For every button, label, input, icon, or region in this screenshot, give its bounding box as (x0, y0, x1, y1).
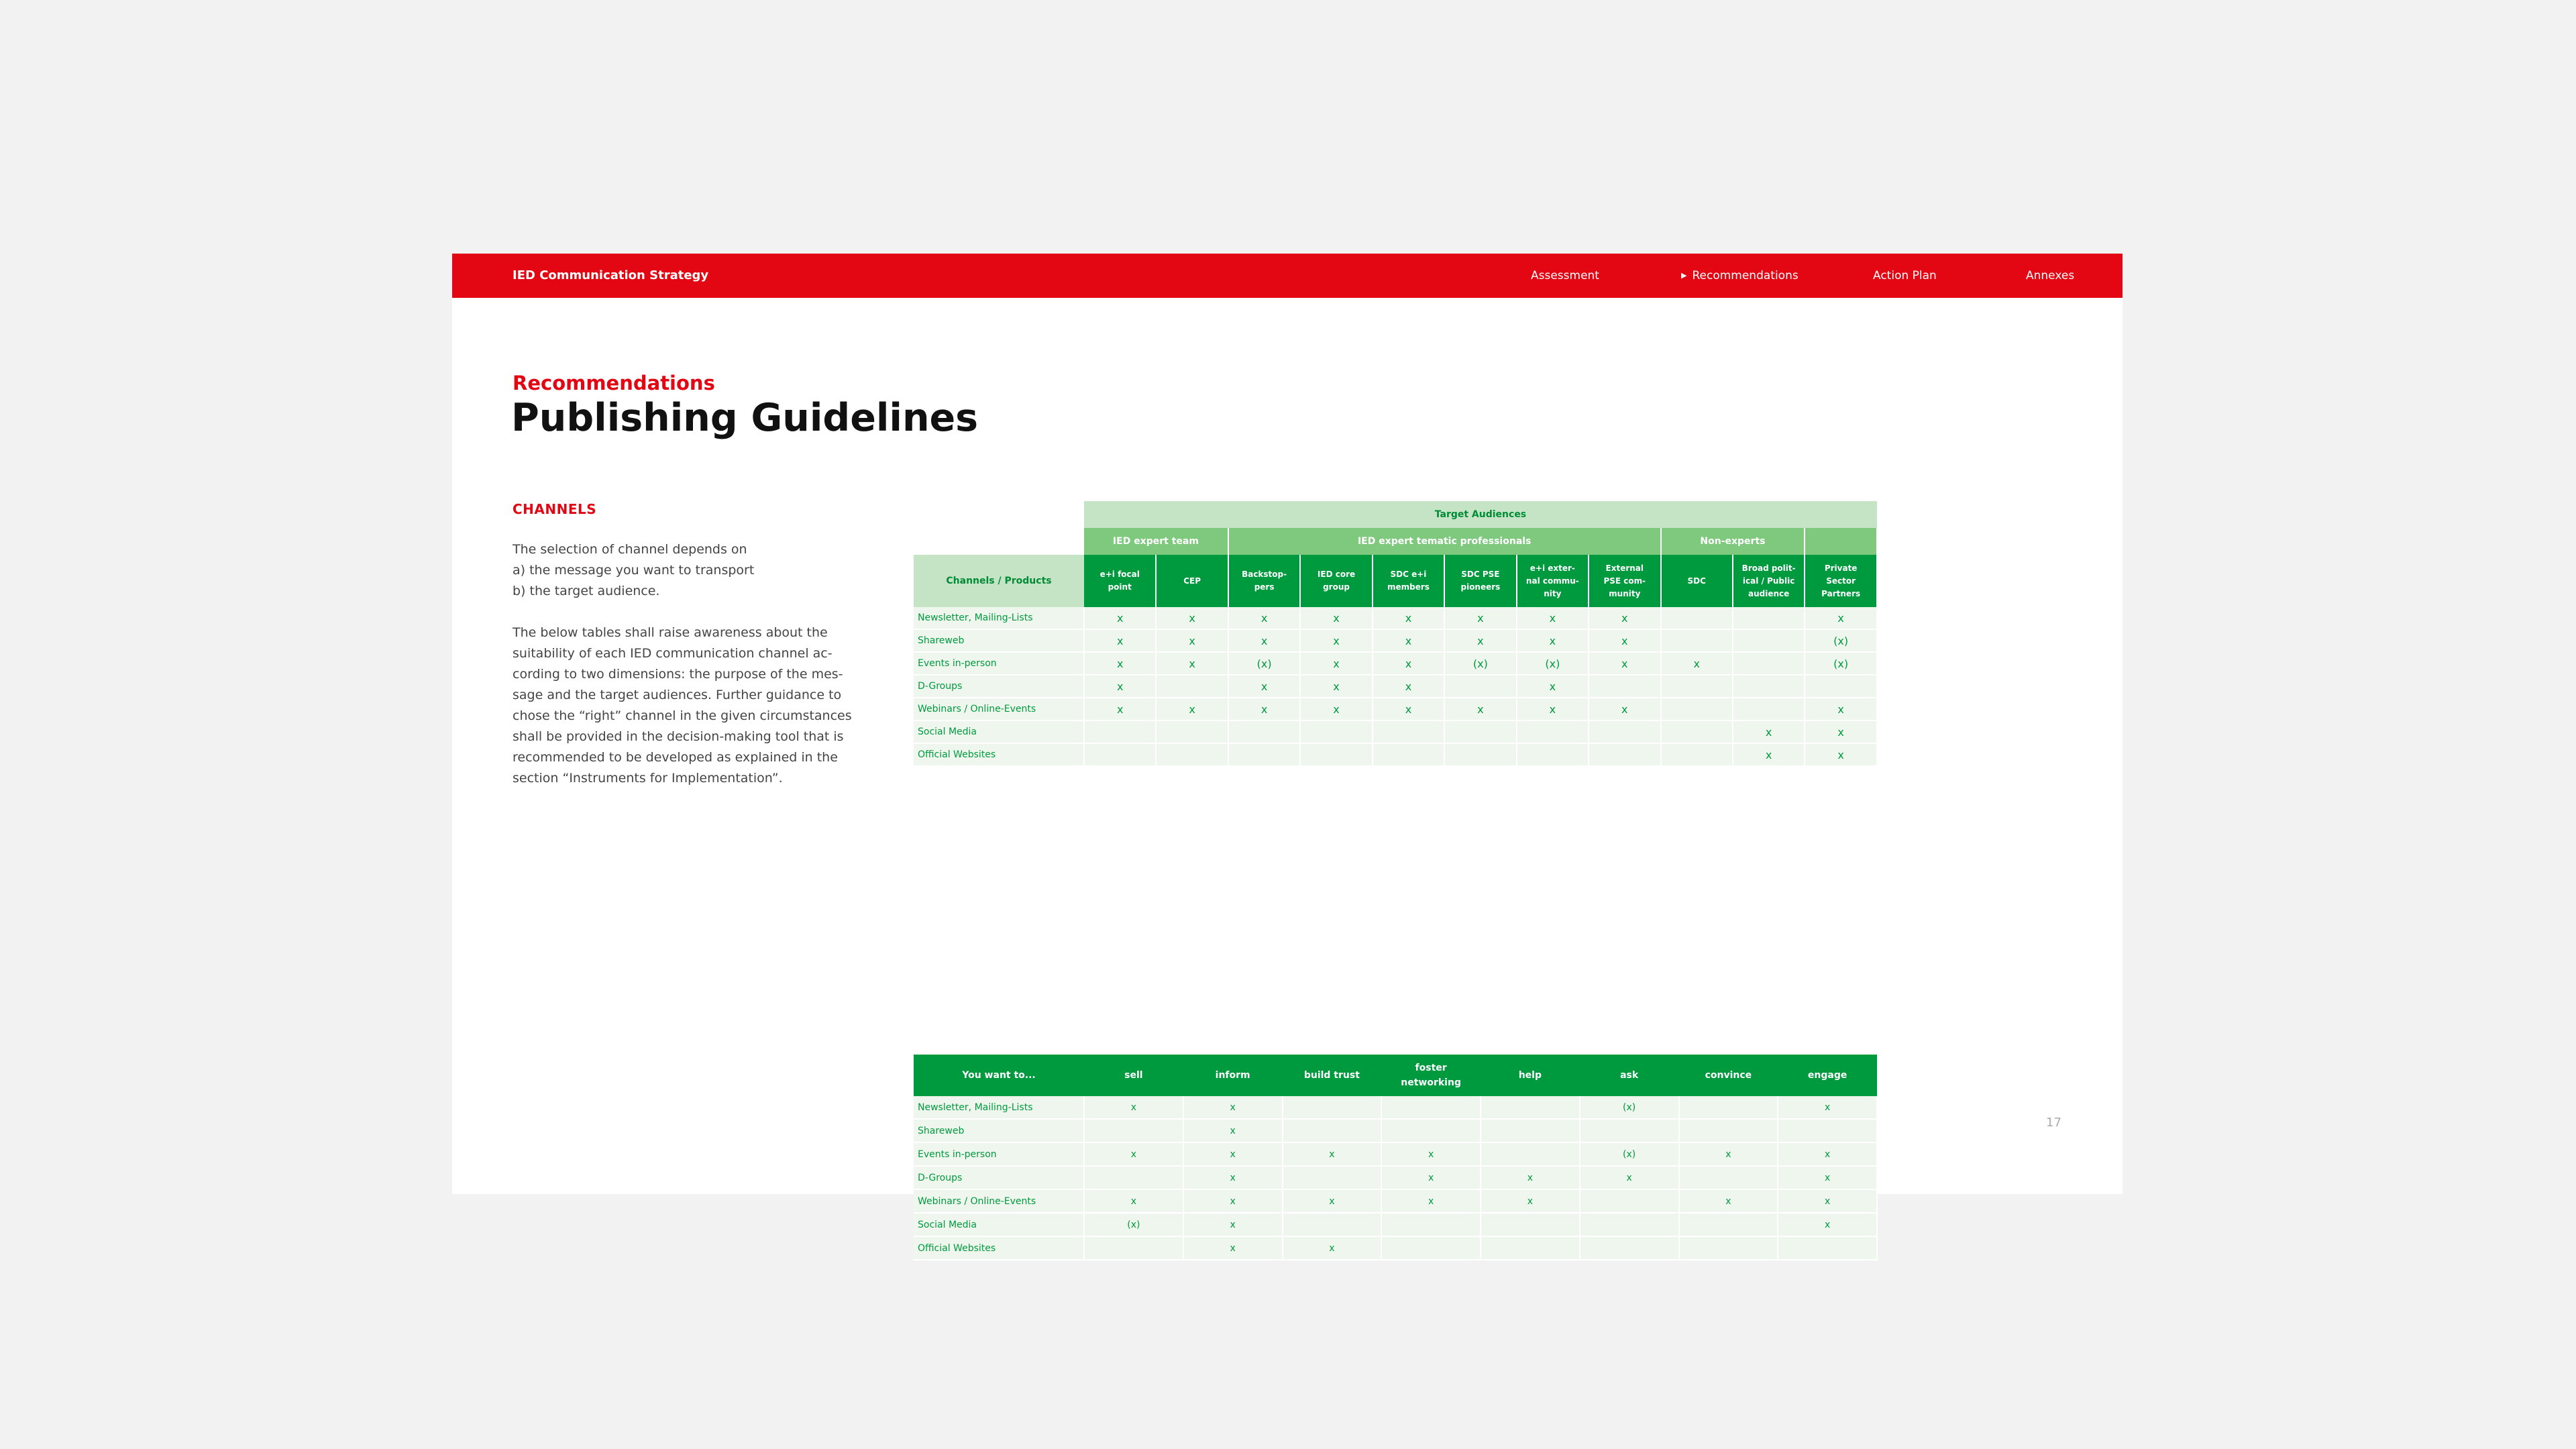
channel-label: Events in-person (914, 652, 1084, 675)
table-cell: (x) (1805, 652, 1877, 675)
table-cell: x (1084, 652, 1156, 675)
table-cell: x (1481, 1166, 1580, 1189)
table-cell (1084, 720, 1156, 743)
audience-column-header: IED core group (1300, 555, 1372, 607)
table-cell: x (1381, 1166, 1481, 1189)
you-want-to-header: You want to... (914, 1055, 1084, 1096)
table-cell (1084, 743, 1156, 766)
table-cell (1084, 1119, 1183, 1142)
table-cell (1661, 675, 1733, 698)
table-cell: x (1084, 1189, 1183, 1213)
table-cell (1300, 743, 1372, 766)
table-cell: x (1778, 1096, 1877, 1119)
table-cell: (x) (1805, 629, 1877, 652)
table-cell (1373, 720, 1444, 743)
empty-corner (914, 528, 1084, 555)
table-cell (1778, 1236, 1877, 1260)
table-cell: x (1373, 629, 1444, 652)
table-row (914, 1166, 1877, 1189)
table-cell: x (1679, 1142, 1778, 1166)
table-cell (1481, 1096, 1580, 1119)
table-cell (1228, 720, 1300, 743)
table-cell (1381, 1096, 1481, 1119)
nav-assessment[interactable] (1531, 254, 1599, 298)
table-cell: x (1084, 607, 1156, 629)
table-cell (1589, 675, 1660, 698)
table-cell: x (1580, 1166, 1679, 1189)
channel-label: Shareweb (914, 629, 1084, 652)
purpose-column-header: foster networking (1381, 1055, 1481, 1096)
audience-column-header: SDC e+i members (1373, 555, 1444, 607)
purpose-column-header: ask (1580, 1055, 1679, 1096)
table-cell: x (1183, 1213, 1283, 1236)
table-cell (1589, 720, 1660, 743)
intro-paragraph: The selection of channel depends on a) the message you want to transport b) the target audience. (513, 542, 755, 598)
table-cell: x (1517, 607, 1589, 629)
table-cell (1805, 675, 1877, 698)
table-cell: x (1805, 720, 1877, 743)
table-cell: x (1228, 607, 1300, 629)
nav-action-plan-label: Action Plan (1873, 269, 1937, 282)
purpose-column-header: help (1481, 1055, 1580, 1096)
table-cell: x (1156, 698, 1228, 720)
table-cell (1084, 1166, 1183, 1189)
table-cell (1300, 720, 1372, 743)
table-row (914, 1142, 1877, 1166)
table-cell: x (1084, 629, 1156, 652)
table-cell (1381, 1236, 1481, 1260)
audience-column-header: SDC PSE pioneers (1444, 555, 1516, 607)
purpose-table (914, 1055, 1878, 1260)
table-cell: (x) (1228, 652, 1300, 675)
table-cell: x (1805, 607, 1877, 629)
table-cell (1381, 1119, 1481, 1142)
channel-label: D-Groups (914, 675, 1084, 698)
table-cell (1381, 1213, 1481, 1236)
channel-label: Newsletter, Mailing-Lists (914, 607, 1084, 629)
table-cell (1283, 1213, 1382, 1236)
document-page (452, 254, 2123, 1254)
table-cell (1481, 1119, 1580, 1142)
table-cell (1517, 743, 1589, 766)
nav-annexes-label: Annexes (2026, 269, 2075, 282)
table-cell: x (1373, 675, 1444, 698)
table-cell: x (1183, 1096, 1283, 1119)
table-cell: x (1778, 1189, 1877, 1213)
table-row (914, 652, 1877, 675)
table-row (914, 1189, 1877, 1213)
channel-label: Shareweb (914, 1119, 1084, 1142)
purpose-column-header: sell (1084, 1055, 1183, 1096)
audience-column-header: CEP (1156, 555, 1228, 607)
nav-assessment-label: Assessment (1531, 269, 1599, 282)
audience-column-header: e+i exter- nal commu- nity (1517, 555, 1589, 607)
table-cell: (x) (1580, 1142, 1679, 1166)
table-cell: x (1805, 743, 1877, 766)
table-cell: x (1183, 1236, 1283, 1260)
table-cell: x (1283, 1189, 1382, 1213)
nav-recommendations[interactable] (1681, 254, 1799, 298)
table-cell (1679, 1119, 1778, 1142)
table-cell: x (1589, 629, 1660, 652)
table-cell: x (1679, 1189, 1778, 1213)
table-cell: x (1589, 607, 1660, 629)
channels-heading: CHANNELS (513, 501, 597, 517)
table-cell (1733, 629, 1805, 652)
purpose-column-header: convince (1679, 1055, 1778, 1096)
channel-label: Official Websites (914, 1236, 1084, 1260)
nav-annexes[interactable] (2026, 254, 2074, 298)
table-cell: x (1156, 629, 1228, 652)
table-cell (1679, 1166, 1778, 1189)
audience-group-header (1805, 528, 1877, 555)
table-cell: x (1156, 652, 1228, 675)
table-row (914, 1213, 1877, 1236)
channel-label: Newsletter, Mailing-Lists (914, 1096, 1084, 1119)
table-cell (1661, 629, 1733, 652)
purpose-column-header: build trust (1283, 1055, 1382, 1096)
table-cell: x (1300, 652, 1372, 675)
table-cell: x (1733, 743, 1805, 766)
table-cell: x (1300, 698, 1372, 720)
table-row (914, 1119, 1877, 1142)
table-cell: x (1444, 698, 1516, 720)
target-audiences-title: Target Audiences (1084, 501, 1877, 528)
table-cell: x (1228, 698, 1300, 720)
table-cell: (x) (1517, 652, 1589, 675)
table-cell (1679, 1213, 1778, 1236)
nav-recommendations-label: Recommendations (1692, 269, 1799, 282)
target-audiences-table (914, 501, 1878, 767)
table-cell (1373, 743, 1444, 766)
table-cell (1580, 1213, 1679, 1236)
table-cell (1228, 743, 1300, 766)
table-cell: x (1300, 607, 1372, 629)
table-cell: x (1517, 698, 1589, 720)
document-title: IED Communication Strategy (513, 268, 709, 282)
table-cell: x (1183, 1119, 1283, 1142)
table-cell: x (1805, 698, 1877, 720)
table-cell (1481, 1236, 1580, 1260)
table-row (914, 698, 1877, 720)
channel-label: Webinars / Online-Events (914, 698, 1084, 720)
audience-column-header: Backstop- pers (1228, 555, 1300, 607)
table-row (914, 1096, 1877, 1119)
page-title: Publishing Guidelines (511, 396, 979, 440)
table-cell (1679, 1096, 1778, 1119)
table-cell: x (1183, 1189, 1283, 1213)
channel-label: Social Media (914, 1213, 1084, 1236)
table-cell: x (1589, 652, 1660, 675)
table-cell (1679, 1236, 1778, 1260)
channels-products-header: Channels / Products (914, 555, 1084, 607)
page-number: 17 (2046, 1116, 2061, 1130)
table-cell (1156, 675, 1228, 698)
audience-column-header: External PSE com- munity (1589, 555, 1660, 607)
channel-label: Events in-person (914, 1142, 1084, 1166)
table-cell: x (1481, 1189, 1580, 1213)
channel-label: D-Groups (914, 1166, 1084, 1189)
table-cell (1084, 1236, 1183, 1260)
table-cell (1733, 698, 1805, 720)
table-cell: x (1517, 629, 1589, 652)
section-kicker: Recommendations (513, 372, 715, 394)
table-cell (1733, 675, 1805, 698)
table-cell (1481, 1213, 1580, 1236)
table-cell: x (1300, 629, 1372, 652)
table-cell: x (1300, 675, 1372, 698)
table-cell (1661, 698, 1733, 720)
table-cell (1580, 1119, 1679, 1142)
table-row (914, 1236, 1877, 1260)
top-navigation-bar (452, 254, 2123, 298)
table-cell (1481, 1142, 1580, 1166)
table-cell: x (1733, 720, 1805, 743)
table-cell: x (1444, 629, 1516, 652)
table-row (914, 607, 1877, 629)
audience-column-header: e+i focal point (1084, 555, 1156, 607)
table-cell: x (1373, 607, 1444, 629)
table-row (914, 629, 1877, 652)
table-cell (1589, 743, 1660, 766)
table-cell: x (1228, 629, 1300, 652)
table-cell: x (1778, 1142, 1877, 1166)
table-cell (1661, 743, 1733, 766)
channel-label: Official Websites (914, 743, 1084, 766)
table-cell: x (1778, 1213, 1877, 1236)
table-cell: x (1283, 1236, 1382, 1260)
table-cell: x (1373, 652, 1444, 675)
table-cell (1283, 1119, 1382, 1142)
explanation-paragraph: The below tables shall raise awareness about the suitability of each IED communication channel ac- cording to two dimensions: the purpose of the mes- sage and the target audiences. Further guidance to chose the “right” channel in the given circumstances shall be provided in the decision-making tool that is recommended to be developed as explained in the section “Instruments for Implementation”. (513, 625, 852, 786)
table-cell: (x) (1084, 1213, 1183, 1236)
table-cell: x (1084, 675, 1156, 698)
channel-label: Webinars / Online-Events (914, 1189, 1084, 1213)
table-cell: x (1228, 675, 1300, 698)
nav-action-plan[interactable] (1873, 254, 1937, 298)
table-cell: x (1517, 675, 1589, 698)
audience-column-header: Private Sector Partners (1805, 555, 1877, 607)
table-cell (1283, 1166, 1382, 1189)
table-cell: x (1084, 698, 1156, 720)
audience-column-header: Broad polit- ical / Public audience (1733, 555, 1805, 607)
table-cell: (x) (1444, 652, 1516, 675)
table-cell (1156, 720, 1228, 743)
table-cell (1580, 1236, 1679, 1260)
table-cell: x (1084, 1096, 1183, 1119)
audience-group-header: IED expert tematic professionals (1228, 528, 1661, 555)
audience-group-header: Non-experts (1661, 528, 1805, 555)
table-row (914, 720, 1877, 743)
audience-column-header: SDC (1661, 555, 1733, 607)
purpose-column-header: inform (1183, 1055, 1283, 1096)
table-cell (1733, 607, 1805, 629)
table-cell (1444, 743, 1516, 766)
table-cell: x (1283, 1142, 1382, 1166)
table-cell: x (1373, 698, 1444, 720)
table-cell (1517, 720, 1589, 743)
table-cell: (x) (1580, 1096, 1679, 1119)
table-cell: x (1084, 1142, 1183, 1166)
table-row (914, 743, 1877, 766)
active-marker-icon: ▶ (1681, 271, 1687, 280)
table-cell (1283, 1096, 1382, 1119)
table-cell (1661, 720, 1733, 743)
table-cell (1733, 652, 1805, 675)
table-cell (1778, 1119, 1877, 1142)
table-cell (1444, 675, 1516, 698)
table-cell: x (1381, 1189, 1481, 1213)
table-cell (1156, 743, 1228, 766)
table-cell (1580, 1189, 1679, 1213)
audience-group-header: IED expert team (1084, 528, 1228, 555)
table-row (914, 675, 1877, 698)
table-cell: x (1183, 1166, 1283, 1189)
table-cell: x (1661, 652, 1733, 675)
table-cell (1661, 607, 1733, 629)
table-cell: x (1444, 607, 1516, 629)
table-cell (1444, 720, 1516, 743)
table-cell: x (1778, 1166, 1877, 1189)
empty-corner (914, 501, 1084, 528)
channel-label: Social Media (914, 720, 1084, 743)
table-cell: x (1589, 698, 1660, 720)
table-cell: x (1381, 1142, 1481, 1166)
table-cell: x (1183, 1142, 1283, 1166)
table-cell: x (1156, 607, 1228, 629)
purpose-column-header: engage (1778, 1055, 1877, 1096)
